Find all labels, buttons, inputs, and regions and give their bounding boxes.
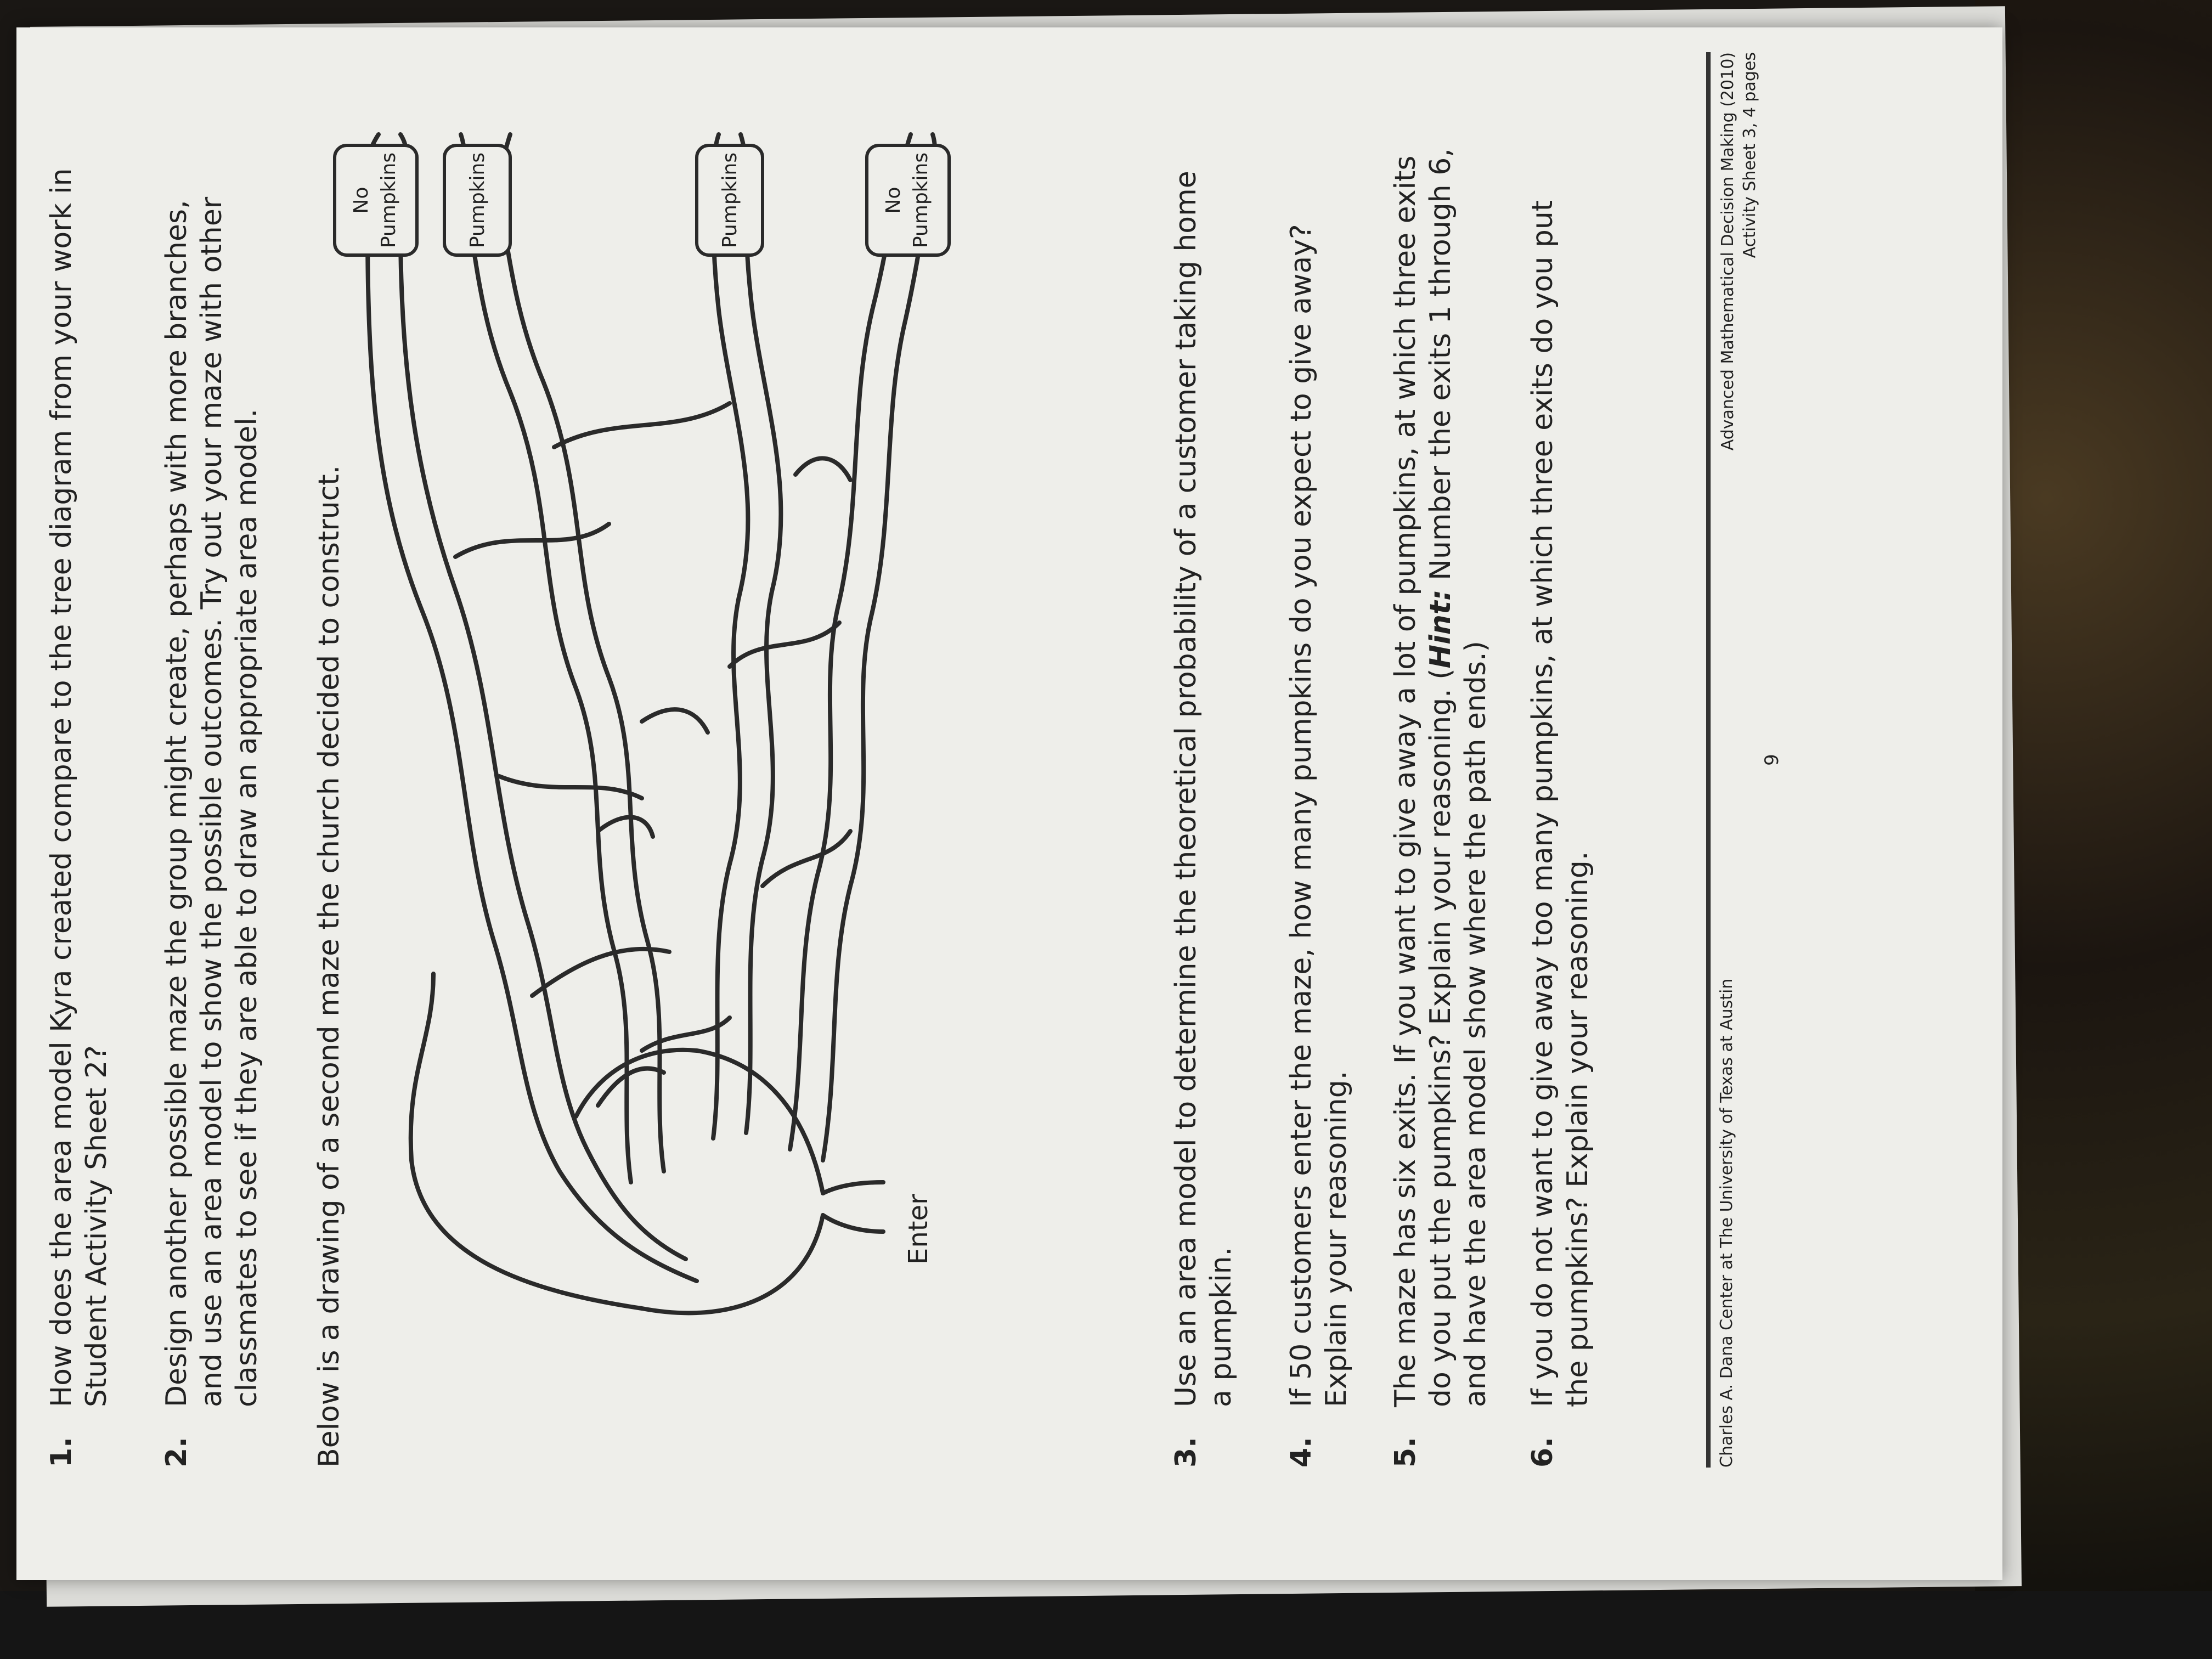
question-5 [1388,145,1493,1468]
footer-course-title: Advanced Mathematical Decision Making (2010) [1718,52,1737,451]
question-text: How does the area model Kyra created compare to the tree diagram from your work in Student Activity Sheet 2? [45,168,113,1407]
maze-paths [365,134,935,1313]
maze-outer-loop [411,974,823,1313]
maze-labels [335,145,949,1265]
hint-label: Hint: [1424,589,1457,669]
footer-divider [1706,52,1711,1468]
question-text: Use an area model to determine the theoretical probability of a customer taking home a pumpkin. [1170,171,1238,1407]
question-text: If you do not want to give away too many pumpkins, at which three exits do you put the pumpkins? Explain your reasoning. [1526,200,1594,1407]
question-number: 5. [1389,1437,1422,1468]
maze-branch-a [368,228,697,1281]
question-6 [1525,145,1595,1468]
footer-course [1717,52,1761,450]
question-4 [1284,145,1354,1468]
question-text: Design another possible maze the group might create, perhaps with more branches, and use an area model to show the possible outcomes. Try out your maze with other classmates to see if they are able to draw an appropriate area model. [160,196,263,1407]
worksheet-page [0,30,1882,1489]
footer-activity: Activity Sheet 3, 4 pages [1740,52,1759,258]
question-text: If 50 customers enter the maze, how many pumpkins do you expect to give away? Explain your reasoning. [1285,224,1353,1407]
pumpkin-maze-diagram [0,30,1882,1489]
exit-label-line1: No [882,187,905,214]
page-number: 9 [1761,754,1783,766]
question-number: 6. [1526,1437,1559,1468]
maze-branch-b [466,200,664,1182]
maze-entry-path [823,1182,883,1232]
question-number: 3. [1170,1437,1203,1468]
maze-intro: Below is a drawing of a second maze the church decided to construct. [313,465,346,1468]
exit-box-3 [697,145,763,255]
maze-branch-c [713,200,781,1138]
maze-dead-ends [598,458,850,1105]
question-number: 4. [1285,1437,1318,1468]
exit-box-4 [867,145,949,255]
question-3 [1169,145,1239,1468]
exit-box-1 [335,145,417,255]
question-text [1388,145,1493,1407]
maze-entry-label: Enter [903,1194,934,1265]
exit-label-line2: Pumpkins [910,152,932,249]
exit-label-line1: No [350,187,373,214]
maze-branch-d [790,200,927,1160]
exit-label-line2: Pumpkins [377,152,400,249]
question-number: 1. [45,1437,78,1468]
exit-box-2 [444,145,510,255]
question-number: 2. [160,1437,193,1468]
exit-label-line1: Pumpkins [466,152,489,249]
exit-label-line1: Pumpkins [719,152,741,249]
footer-publisher: Charles A. Dana Center at The University of Texas at Austin [1717,978,1736,1468]
question-text-part: The maze has six exits. If you want to give away a lot of pumpkins, at which three exits do you put the pumpkins? Explain your reasoning. ( [1389,155,1457,1407]
question-text-part: Number the exits 1 through 6, and have the area model show where the path ends.) [1424,148,1492,1407]
